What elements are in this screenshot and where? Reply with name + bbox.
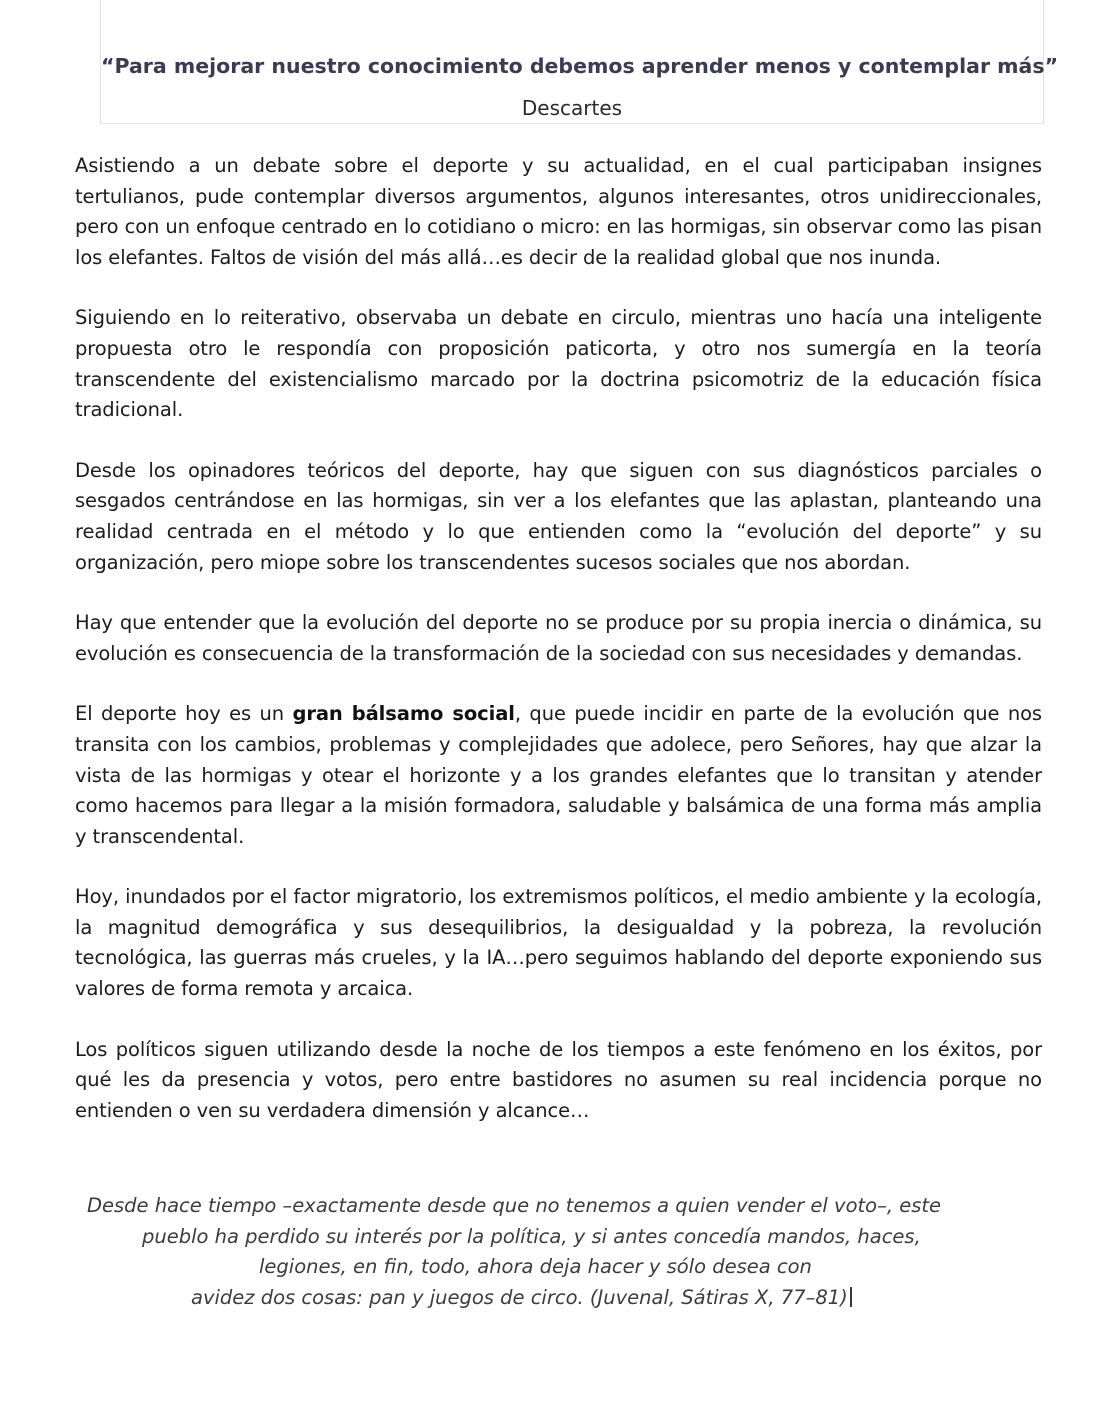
epigraph-box [100,0,1059,124]
paragraph-4: Hay que entender que la evolución del deporte no se produce por su propia inercia o dinámica, su evolución es consecuencia de la transformación de la sociedad con sus necesidades y demandas. [75,611,1042,665]
paragraph-1: Asistiendo a un debate sobre el deporte y su actualidad, en el cual participaban insignes tertulianos, pude contemplar diversos argumentos, algunos interesantes, otros unidireccionales, pero con un enfoque centrado en lo cotidiano o micro: en las hormigas, sin observar como las pisan los elefantes. Faltos de visión del más allá…es decir de la realidad global que nos inunda. [75,154,1042,269]
paragraph-3: Desde los opinadores teóricos del deporte, hay que siguen con sus diagnósticos parciales o sesgados centrándose en las hormigas, sin ver a los elefantes que las aplastan, planteando una realidad centrada en el método y lo que entienden como la “evolución del deporte” y su organización, pero miope sobre los transcendentes sucesos sociales que nos abordan. [75,458,1042,574]
paragraph-5 [75,699,1042,852]
paragraph-6: Hoy, inundados por el factor migratorio, los extremismos políticos, el medio ambiente y la ecología, la magnitud demográfica y sus desequilibrios, la desigualdad y la pobreza, la revolución tecnológica, las guerras más crueles, y la IA…pero seguimos hablando del deporte exponiendo sus valores de forma remota y arcaica. [75,885,1042,1001]
paragraph-2: Siguiendo en lo reiterativo, observaba un debate en circulo, mientras uno hacía una inteligente propuesta otro le respondía con proposición paticorta, y otro nos sumergía en la teoría transcendente del existencialismo marcado por la doctrina psicomotriz de la educación física tradicional. [75,306,1042,422]
epigraph-quote: “Para mejorar nuestro conocimiento debemos aprender menos y contemplar más” [101,54,1059,78]
paragraph-5-after: , que puede incidir en parte de la evolución que nos transita con los cambios, problemas y complejidades que adolece, pero Señores, hay que alzar la vista de las hormigas y otear el horizonte y a los grandes elefantes que lo transitan y atender como hacemos para llegar a la misión formadora, saludable y balsámica de una forma más amplia y transcendental. [75,702,1042,848]
paragraph-5-before: El deporte hoy es un [75,702,293,726]
epigraph-author: Descartes [521,96,623,120]
paragraph-7: Los políticos siguen utilizando desde la noche de los tiempos a este fenómeno en los éxitos, por qué les da presencia y votos, pero entre bastidores no asumen su real incidencia porque no entienden o ven su verdadera dimensión y alcance… [75,1037,1042,1122]
text-cursor [850,1287,852,1307]
paragraph-5-emphasis: gran bálsamo social [292,702,515,726]
closing-quote [75,1191,1042,1313]
closing-quote-line-4 [75,1283,1042,1314]
closing-quote-line-1: Desde hace tiempo –exactamente desde que no tenemos a quien vender el voto–, este [87,1194,942,1217]
article-body [75,151,1042,1156]
closing-quote-line-3: legiones, en fin, todo, ahora deja hacer y sólo desea con [259,1255,812,1279]
closing-quote-line-4-text: avidez dos cosas: pan y juegos de circo. (Juvenal, Sátiras X, 77–81) [191,1285,848,1309]
closing-quote-line-2: pueblo ha perdido su interés por la política, y si antes concedía mandos, haces, [142,1224,921,1248]
